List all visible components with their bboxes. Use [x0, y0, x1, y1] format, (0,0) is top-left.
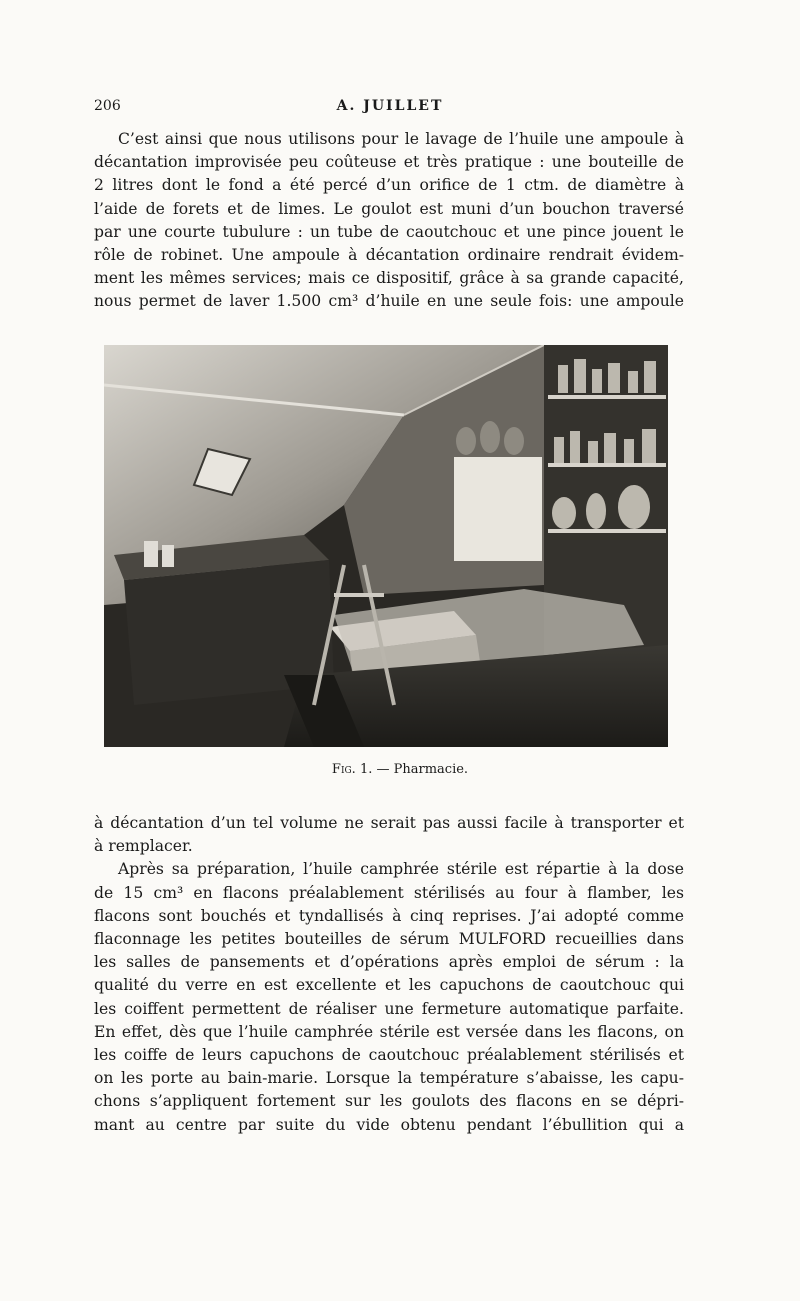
- page-header: [94, 98, 686, 122]
- paragraph-preparation: [94, 812, 684, 1137]
- text-line: à remplacer.: [94, 837, 193, 856]
- pharmacy-photograph: [104, 345, 668, 747]
- text-line: les coiffent permettent de réaliser une fermeture automatique parfaite.: [94, 999, 684, 1018]
- figure-caption: [0, 762, 800, 777]
- text-line: Après sa préparation, l’huile camphrée stérile est répartie à la dose: [118, 860, 684, 879]
- text-line: flacons sont bouchés et tyndallisés à cinq reprises. J’ai adopté comme: [94, 906, 684, 925]
- figure-label: Fig. 1.: [331, 762, 373, 777]
- page-number: 206: [94, 98, 121, 114]
- text-line: C’est ainsi que nous utilisons pour le lavage de l’huile une ampoule à: [118, 130, 684, 148]
- photo-illustration: [104, 345, 668, 747]
- text-line: chons s’appliquent fortement sur les goulots des flacons en se dépri-: [94, 1092, 684, 1111]
- text-line: l’aide de forets et de limes. Le goulot est muni d’un bouchon traversé: [94, 199, 684, 218]
- caption-text: Pharmacie.: [393, 762, 469, 777]
- text-line: rôle de robinet. Une ampoule à décantation ordinaire rendrait évidem-: [94, 246, 684, 265]
- text-fragment: flaconnage les petites bouteilles de sérum: [94, 930, 450, 949]
- text-line: les coiffe de leurs capuchons de caoutchouc préalablement stérilisés et: [94, 1046, 684, 1065]
- caption-separator: —: [376, 762, 390, 777]
- text-line: par une courte tubulure : un tube de caoutchouc et une pince jouent le: [94, 222, 684, 241]
- text-fragment: recueillies dans: [555, 930, 684, 949]
- running-head: A. JUILLET: [336, 98, 444, 114]
- text-line: on les porte au bain-marie. Lorsque la température s’abaisse, les capu-: [94, 1069, 684, 1088]
- author-name: MULFORD: [458, 930, 547, 949]
- text-line: qualité du verre en est excellente et les capuchons de caoutchouc qui: [94, 976, 684, 995]
- text-line: mant au centre par suite du vide obtenu pendant l’ébullition qui a: [94, 1115, 684, 1134]
- text-line: à décantation d’un tel volume ne serait pas aussi facile à transporter et: [94, 814, 684, 832]
- paragraph-lavage: [94, 128, 684, 314]
- text-line: En effet, dès que l’huile camphrée stérile est versée dans les flacons, on: [94, 1022, 684, 1041]
- text-line: ment les mêmes services; mais ce dispositif, grâce à sa grande capacité,: [94, 269, 684, 288]
- text-line: de 15 cm³ en flacons préalablement stérilisés au four à flamber, les: [94, 883, 684, 902]
- text-line: 2 litres dont le fond a été percé d’un orifice de 1 ctm. de diamètre à: [94, 176, 684, 195]
- text-line: nous permet de laver 1.500 cm³ d’huile en une seule fois: une ampoule: [94, 292, 684, 311]
- text-line: les salles de pansements et d’opérations après emploi de sérum : la: [94, 953, 684, 972]
- text-line: décantation improvisée peu coûteuse et très pratique : une bouteille de: [94, 153, 684, 172]
- text-line-mulford: [94, 928, 684, 951]
